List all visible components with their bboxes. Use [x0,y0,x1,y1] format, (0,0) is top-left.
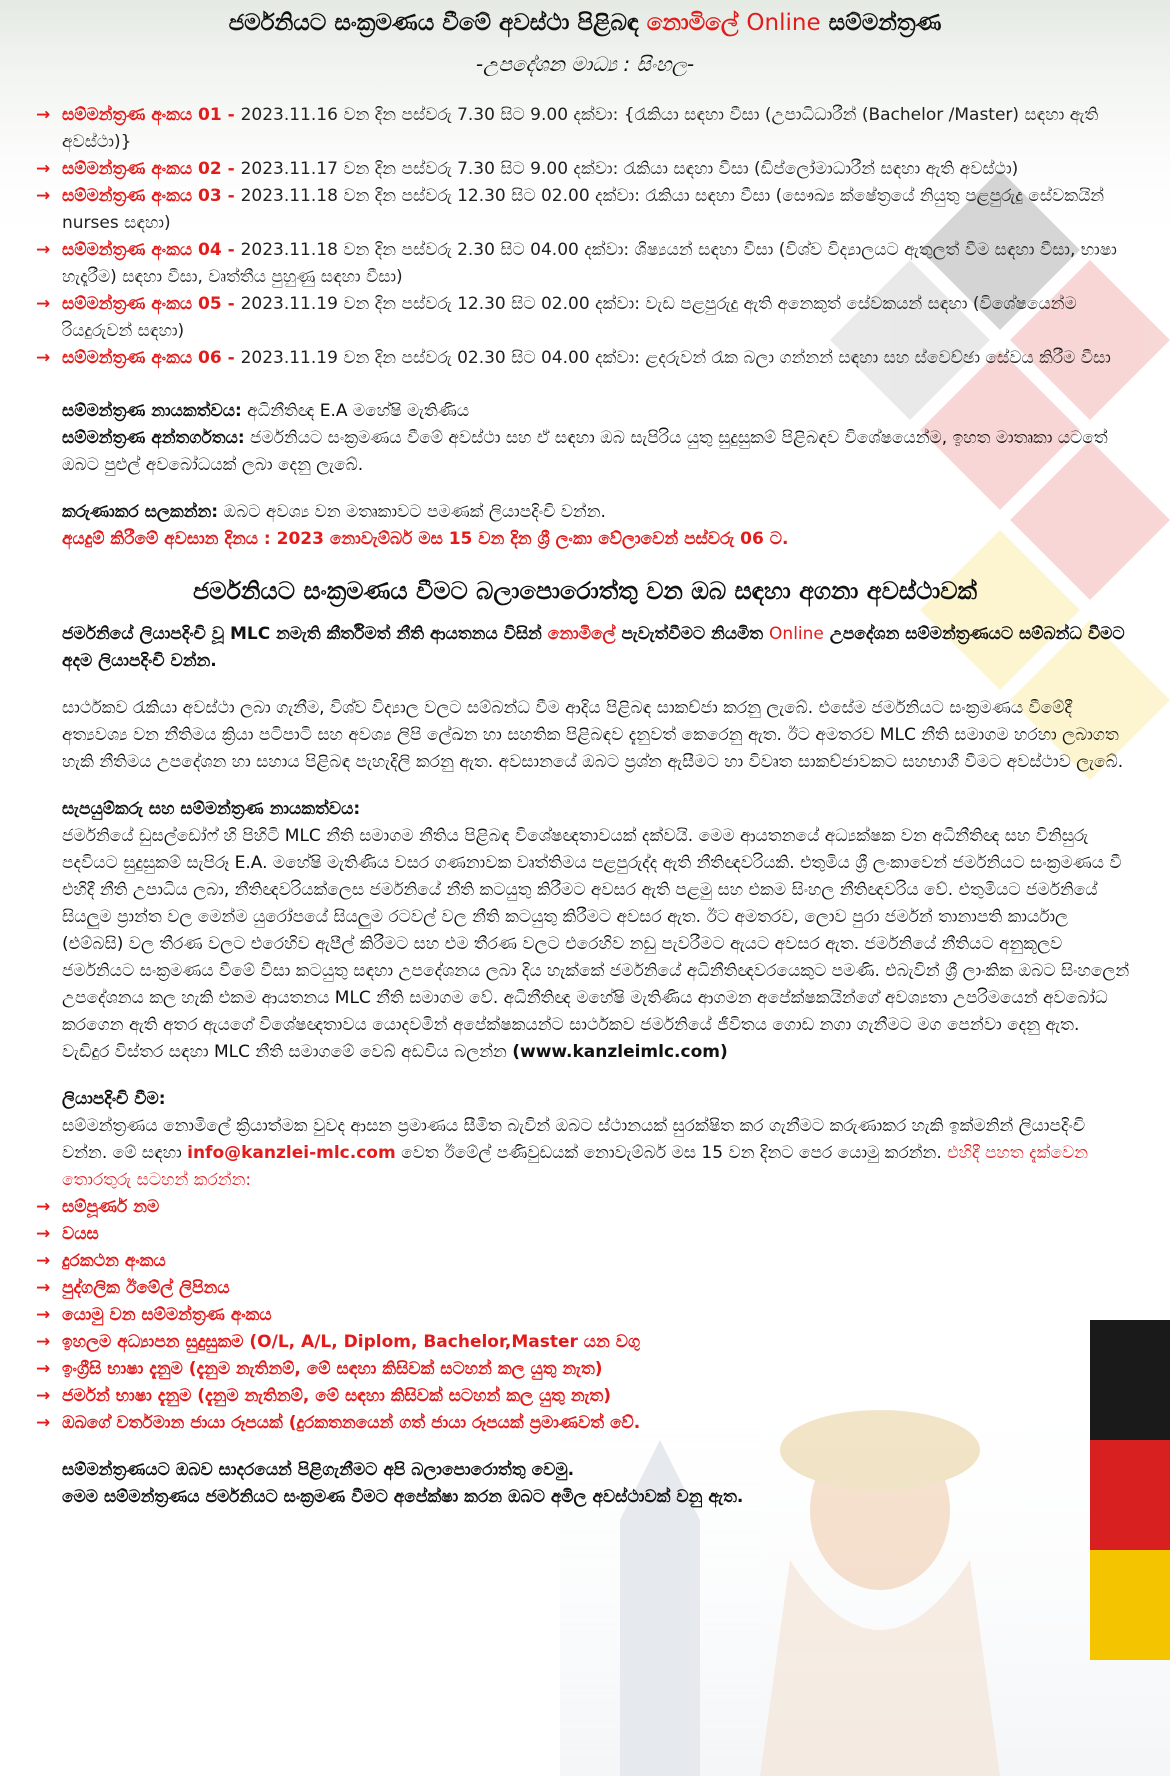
arrow-icon: → [36,1251,51,1271]
arrow-icon: → [36,294,51,314]
intro-online: Online [769,624,824,644]
list-item: → වයස [36,1221,1130,1248]
list-item: → දුරකථන අංකය [36,1248,1130,1275]
session-desc: 2023.11.18 වන දින පස්වරු 2.30 සිට 04.00 දක්වා: ශිෂ්‍යයන් සඳහා වීසා (විශ්ව විද්‍යාලයට ඇතුලත් වීම සඳහා වීසා, භාෂා හැදෑරීම) සඳහා වීසා, වෘත්තීය පුහුණු සඳහා වීසා) [62,240,1117,287]
website-link[interactable]: (www.kanzleimlc.com) [512,1042,728,1062]
intro-text-b: පැවැත්වීමට නියමිත [621,624,764,644]
section2-intro [62,621,1130,675]
sponsor-text [62,823,1130,1066]
session-desc: 2023.11.19 වන දින පස්වරු 02.30 සිට 04.00 දක්වා: ළදරුවන් රැක බලා ගන්නන් සඳහා සහ ස්වෙච්ඡා සේවය කිරීම වීසා [240,348,1111,368]
arrow-icon: → [36,1359,51,1379]
title-text-1: ජර්මනියට සංක්‍රමණය වීමේ අවස්ථා පිළිබඳ [228,10,639,36]
arrow-icon: → [36,1305,51,1325]
session-desc: 2023.11.19 වන දින පස්වරු 12.30 සිට 02.00 දක්වා: වැඩ පළපුරුදු ඇති අනෙකුත් සේවකයන් සඳහා (විශේෂයෙන්ම රියදුරුවන් සඳහා) [62,294,1077,341]
content-label: සම්මන්ත්‍රණ අන්තර්ගතය: [62,428,245,448]
sponsor-body: ජර්මනියේ ඩුසල්ඩෝෆ් හි පිහිටි MLC නීති සමාගම නීතිය පිළිබඳ විශේෂඥතාවයක් දක්වයි. මෙම ආයතනයේ අධ්‍යක්ෂක වන අධිනීතිඥ සහ විනිසුරු පදවියට සුදුසුකම් සැපිරූ E.A. මහේෂි මැතිණිය වසර ගණනාවක වෘත්තිමය පළපුරුද්ද ඇති නීතිඥවරියකි. එතුමිය ශ්‍රී ලංකාවෙන් ජර්මනියට සංක්‍රමණය වී එහිදී නීති උපාධිය ලබා, නීතිඥවරියක්ලෙස ජර්මනියේ නීති කටයුතු කිරීමට අවසර ඇති පළමු සහ එකම සිංහල නීතිඥවරිය වේ. එතුමියට ජර්මනියේ සියලුම ප්‍රාන්ත වල මෙන්ම යුරෝපයේ සියලුම රටවල් වල නීති කටයුතු කිරීමට අවසර ඇත. ඊට අමතරව, ලොව පුරා ජර්මන් තානාපති කාර්යාල (එම්බසි) වල තීරණ වලට එරෙහිව ඇපීල් කිරීමට සහ එම තීරණ වලට එරෙහිව නඩු පැවරීමට ඇයට අවසර ඇත. ජර්මනියේ නීතියට අනුකූලව ජර්මනියට සංක්‍රමණය වීමේ වීසා කටයුතු සඳහා උපදේශනය ලබා දිය හැක්කේ ජර්මනියේ අධිනීතිඥවරයෙකුට පමණි. එබැවින් ශ්‍රී ලාංකික ඔබට සිංහලෙන් උපදේශනය කල හැකි එකම ආයතනය MLC නීති සමාගම වේ. අධිනීතිඥ මහේෂි මැතිණිය ආගමන අපේක්ෂකයින්ගේ අවශ්‍යතා උපරිමයෙන් අවබෝධ කරගෙන ඇති අතර ඇයගේ විශේෂඥතාවය යොදවමින් අපේක්ෂකයන්ට සාර්ථකව ජර්මනියේ ජීවිතය ගොඩ නගා ගැනීමට මග පෙන්වා දෙනු ඇත. වැඩිදුර විස්තර සඳහා MLC නීති සමාගමේ වෙබ් අඩවිය බලන්න [62,826,1130,1062]
email-link[interactable]: info@kanzlei-mlc.com [187,1143,396,1163]
deadline: අයදුම් කිරීමේ අවසාන දිනය : 2023 නොවැම්බර් මස 15 වන දින ශ්‍රී ලංකා වේලාවෙන් පස්වරු 06 ට. [62,529,789,549]
session-item [36,291,1130,345]
page-subtitle: -උපදේශන මාධ්‍ය : සිංහල- [475,52,695,76]
arrow-icon: → [36,1278,51,1298]
session-item [36,102,1130,156]
session-desc: 2023.11.16 වන දින පස්වරු 7.30 සිට 9.00 දක්වා: {රැකියා සඳහා වීසා (උපාධිධාරීන් (Bachelor /Master) සඳහා ඇති අවස්ථා)} [62,105,1099,152]
arrow-icon: → [36,159,51,179]
sponsor-title: සැපයුම්කරු සහ සම්මන්ත්‍රණ නායකත්වය: [62,799,361,819]
section2-title: ජර්මනියට සංක්‍රමණය වීමට බලාපොරොත්තු වන ඔබ සඳහා අගනා අවස්ථාවක් [193,577,977,605]
list-item: → සම්පූර්ණ නම [36,1194,1130,1221]
registration-text [62,1113,1130,1194]
note-value: ඔබට අවශ්‍ය වන මතෘකාවට පමණක් ලියාපදිංචි වන්න. [223,502,606,522]
session-list [36,102,1130,372]
session-desc: 2023.11.17 වන දින පස්වරු 7.30 සිට 9.00 දක්වා: රැකියා සඳහා වීසා (ඩිප්ලෝමාධාරීන් සඳහා ඇති අවස්ථා) [240,159,1019,179]
title-online: Online [746,10,821,36]
content-info [62,425,1130,479]
note [62,499,1130,526]
arrow-icon: → [36,1197,51,1217]
registration-text-c: එහිදී පහත දැක්වෙන තොරතුරු සටහන් කරන්න: [62,1143,1089,1190]
arrow-icon: → [36,348,51,368]
list-item: → ඉහලම අධ්‍යාපන සුදුසුකම (O/L, A/L, Diplom, Bachelor,Master යන වගු [36,1329,1130,1356]
session-label: සම්මන්ත්‍රණ අංකය 02 - [62,159,235,179]
session-item [36,345,1130,372]
list-item: → ඔබගේ වර්තමාන ජායා රූපයක් (දුරකතනයෙන් ගත් ජායා රූපයක් ප්‍රමාණවත් වේ. [36,1410,1130,1437]
registration-text-a: සම්මන්ත්‍රණය නොමිලේ ක්‍රියාත්මක වුවද ආසන ප්‍රමාණය සීමිත බැවින් ඔබට ස්ථානයක් සුරක්ෂිත කර ගැනීමට කරුණාකර හැකි ඉක්මනින් ලියාපදිංචි වන්න. මේ සඳහා [62,1116,1086,1163]
intro-text-a: ජර්මනියේ ලියාපදිංචි වූ MLC නමැති කීර්තිමත් නීති ආයතනය විසින් [62,624,542,644]
arrow-icon: → [36,105,51,125]
list-item: → ඉංග්‍රීසි භාෂා දැනුම (දැනුම නැතිනම්, මේ සඳහා කිසිවක් සටහන් කල යුතු නැත) [36,1356,1130,1383]
list-item: → ජර්මන් භාෂා දැනුම (දැනුම නැතිනම්, මේ සඳහා කිසිවක් සටහන් කල යුතු නැත) [36,1383,1130,1410]
session-label: සම්මන්ත්‍රණ අංකය 06 - [62,348,235,368]
arrow-icon: → [36,186,51,206]
session-desc: 2023.11.18 වන දින පස්වරු 12.30 සිට 02.00 දක්වා: රැකියා සඳහා වීසා (සෞඛ්‍ය ක්ෂේත්‍රයේ නියුතු පළපුරුදු සේවකයින් nurses සඳහා) [62,186,1105,233]
required-info-list [36,1194,1130,1437]
arrow-icon: → [36,1224,51,1244]
closing-line-2: මෙම සම්මන්ත්‍රණය ජර්මනියට සංක්‍රමණ වීමට අපේක්ෂා කරන ඔබට අමිල අවස්ථාවක් වනු ඇත. [62,1487,744,1507]
title-free: නොමිලේ [646,10,739,36]
page-title [0,10,1170,36]
arrow-icon: → [36,240,51,260]
session-item [36,183,1130,237]
list-item: → යොමු වන සම්මන්ත්‍රණ අංකය [36,1302,1130,1329]
closing-line-1: සම්මන්ත්‍රණයට ඔබව සාදරයෙන් පිළිගැනීමට අපි බලාපොරොත්තු වෙමු. [62,1460,575,1480]
session-label: සම්මන්ත්‍රණ අංකය 04 - [62,240,235,260]
arrow-icon: → [36,1332,51,1352]
session-item [36,156,1130,183]
arrow-icon: → [36,1413,51,1433]
content-value: ජර්මනියට සංක්‍රමණය වීමේ අවස්ථා සහ ඒ සඳහා ඔබ සැපිරිය යුතු සුදුසුකම් පිළිබඳව විශේෂයෙන්ම, ඉහත මාතෘකා යටතේ ඔබට පුළුල් අවබෝධයක් ලබා දෙනු ලැබේ. [62,428,1108,475]
section2-paragraph: සාර්ථකව රැකියා අවස්ථා ලබා ගැනීම, විශ්ව විද්‍යාල වලට සම්බන්ධ වීම ආදිය පිළිබඳ සාකච්ජා කරනු ලැබේ. එසේම ජර්මනියට සංක්‍රමණය වීමේදී අත්‍යවශ්‍ය වන නීතිමය ක්‍රියා පටිපාටි සහ අවශ්‍ය ලිපි ලේඛන හා සහතික පිළිබඳව දැනුවත් කෙරෙනු ඇත. ඊට අමතරව MLC නීති සමාගම හරහා ලබාගත හැකි නීතිමය උපදේශන හා සහාය පිළිබඳ පැහැදිලි කරනු ඇත. අවසානයේ ඔබට ප්‍රශ්න ඇසීමට හා විවෘත සාකච්ජාවකට සහභාගී වීමට අවස්ථාව ලැබේ. [62,698,1124,772]
session-label: සම්මන්ත්‍රණ අංකය 01 - [62,105,235,125]
leader-label: සම්මන්ත්‍රණ නායකත්වය: [62,401,242,421]
leader-value: අධිනීතිඥ E.A මහේෂි මැතිණිය [247,401,470,421]
registration-text-b: වෙත ඊමේල් පණිවුඩයක් නොවැම්බර් මස 15 වන දිනට පෙර යොමු කරන්න. [401,1143,942,1163]
session-label: සම්මන්ත්‍රණ අංකය 03 - [62,186,235,206]
intro-text-c: උපදේශන සම්මන්ත්‍රණයට සම්බන්ධ වීමට අදම ලියාපදිංචි වන්න. [62,624,1125,671]
arrow-icon: → [36,1386,51,1406]
title-text-2: සම්මන්ත්‍රණ [828,10,942,36]
session-label: සම්මන්ත්‍රණ අංකය 05 - [62,294,235,314]
session-item [36,237,1130,291]
registration-title: ලියාපදිංචි වීම: [62,1089,166,1109]
leader-info [62,398,1130,425]
list-item: → පුද්ගලික ඊමේල් ලිපිනය [36,1275,1130,1302]
note-label: කරුණාකර සලකන්න: [62,502,219,522]
intro-free: නොමිලේ [547,624,616,644]
